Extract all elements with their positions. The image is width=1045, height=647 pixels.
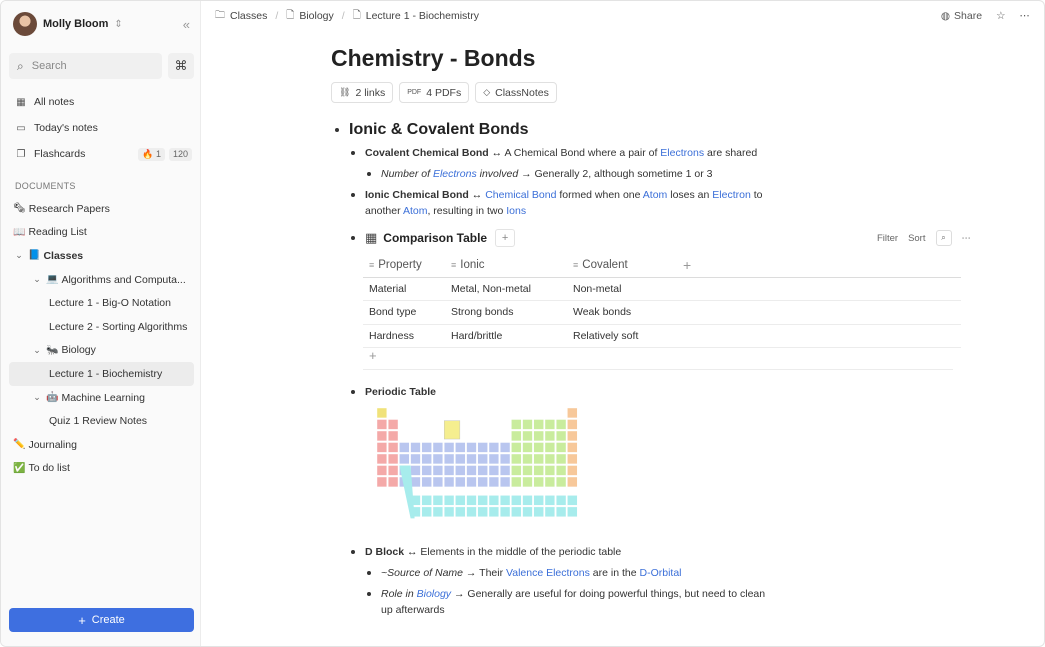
element-cell (511, 431, 521, 441)
bullet (367, 592, 371, 596)
element-cell (489, 477, 499, 487)
element-cell (511, 454, 521, 464)
bullet (351, 550, 355, 554)
element-cell (534, 431, 544, 441)
breadcrumb-current[interactable]: Lecture 1 - Biochemistry (365, 10, 479, 22)
section-heading[interactable]: Ionic & Covalent Bonds (349, 121, 529, 138)
tree-item-label: Lecture 1 - Big-O Notation (49, 297, 171, 310)
table-cell[interactable]: Weak bonds (567, 301, 677, 325)
element-cell (567, 420, 577, 430)
element-cell (433, 454, 443, 464)
newspaper-icon: 🗞 (13, 203, 26, 215)
element-cell (422, 466, 432, 476)
table-cell[interactable]: Metal, Non-metal (445, 277, 567, 301)
book-icon: 📖 (13, 226, 26, 238)
user-name: Molly Bloom (43, 18, 109, 30)
element-cell (467, 466, 477, 476)
element-cell (411, 454, 421, 464)
text-column-icon: ≡ (369, 259, 375, 270)
tree-item-label: Lecture 1 - Biochemistry (49, 367, 163, 380)
search-icon: ⌕ (17, 58, 24, 73)
element-cell (411, 443, 421, 453)
bullet (351, 236, 355, 240)
main-pane (201, 1, 1044, 646)
globe-icon: ◍ (940, 10, 951, 22)
element-cell (377, 477, 387, 487)
blue-book-icon: 📘 (28, 250, 41, 262)
table-cell[interactable]: Hardness (363, 324, 445, 348)
element-cell (567, 443, 577, 453)
element-cell (545, 420, 555, 430)
element-cell (545, 443, 555, 453)
element-cell (523, 466, 533, 476)
table-row[interactable] (363, 324, 961, 348)
element-cell (489, 443, 499, 453)
tree-item-classes[interactable] (1, 244, 200, 268)
element-cell (534, 420, 544, 430)
sidebar-item-todays-notes[interactable] (1, 115, 200, 141)
plus-icon: + (501, 232, 509, 244)
periodic-table-graphic (371, 404, 595, 530)
element-cell (523, 507, 533, 517)
star-icon[interactable]: ☆ (996, 10, 1006, 22)
element-cell (556, 420, 566, 430)
element-cell (556, 431, 566, 441)
profile-switcher[interactable] (1, 1, 200, 47)
tree-item-label: Algorithms and Computa... (61, 273, 186, 286)
doc-chips (331, 82, 971, 103)
link-ions[interactable]: Ions (506, 205, 527, 217)
element-cell (444, 443, 454, 453)
add-row-button[interactable] (363, 348, 953, 370)
element-cell (511, 495, 521, 505)
tree-item-todo[interactable] (1, 457, 200, 481)
bullet (351, 390, 355, 394)
bullet (351, 193, 355, 197)
table-icon: ▦ (365, 230, 378, 245)
count-badge: 120 (169, 148, 192, 161)
tree-item-algorithms[interactable] (1, 268, 200, 292)
element-cell (444, 507, 454, 517)
element-cell (478, 495, 488, 505)
element-cell (455, 454, 465, 464)
tree-item-label: To do list (28, 462, 70, 475)
element-cell (433, 507, 443, 517)
element-cell (433, 477, 443, 487)
table-cell (677, 301, 961, 325)
command-button[interactable] (168, 53, 194, 79)
element-cell (511, 443, 521, 453)
chip-label: 4 PDFs (426, 86, 462, 99)
element-cell (567, 454, 577, 464)
element-cell (545, 431, 555, 441)
add-column-button[interactable] (677, 253, 961, 277)
element-cell (489, 495, 499, 505)
list-item[interactable]: Covalent Chemical Bond ↔ A Chemical Bond where a pair of Electrons are shared (351, 145, 971, 161)
comparison-table-header (351, 229, 971, 247)
element-cell (377, 466, 387, 476)
element-cell (534, 495, 544, 505)
element-cell (455, 477, 465, 487)
element-cell (455, 466, 465, 476)
table-cell[interactable]: Material (363, 277, 445, 301)
element-cell (422, 443, 432, 453)
element-cell (467, 454, 477, 464)
tree-item-label: Quiz 1 Review Notes (49, 415, 148, 428)
tree-item-biology[interactable] (1, 339, 200, 363)
element-cell (523, 431, 533, 441)
element-cell (500, 443, 510, 453)
element-cell (500, 507, 510, 517)
link-electrons[interactable]: Electrons (432, 168, 477, 180)
tree-item-label: Lecture 2 - Sorting Algorithms (49, 320, 188, 333)
tree-item-label: Machine Learning (61, 391, 145, 404)
element-cell (567, 431, 577, 441)
element-cell (511, 477, 521, 487)
element-cell (567, 495, 577, 505)
sidebar-item-label: All notes (34, 96, 75, 108)
sidebar-item-label: Today's notes (34, 122, 98, 134)
periodic-table-label: Periodic Table (365, 386, 436, 398)
link-chemical-bond[interactable]: Chemical Bond (485, 189, 557, 201)
streak-badge: 🔥 1 (138, 148, 165, 161)
element-cell (422, 495, 432, 505)
tree-item-lecture-biochemistry[interactable] (9, 362, 194, 386)
tree-item-lecture-sorting[interactable] (1, 315, 200, 339)
element-cell (545, 454, 555, 464)
calendar-icon: ▭ (16, 122, 26, 134)
table-actions (877, 230, 971, 246)
plus-icon: + (369, 348, 377, 363)
pdfs-chip[interactable] (399, 82, 469, 103)
list-item[interactable] (351, 384, 971, 400)
collapse-sidebar-icon[interactable]: « (182, 16, 190, 32)
element-cell (567, 408, 577, 418)
element-cell (489, 466, 499, 476)
links-chip[interactable] (331, 82, 393, 103)
element-cell (545, 477, 555, 487)
link-d-orbital[interactable]: D-Orbital (639, 567, 682, 579)
pencil-icon: ✏️ (13, 439, 26, 451)
element-cell (523, 420, 533, 430)
list-item[interactable]: ~Source of Name → Their Valence Electrons are in the D-Orbital (367, 565, 971, 581)
element-cell (500, 466, 510, 476)
tree-item-research-papers[interactable] (1, 197, 200, 221)
flashcard-badges (138, 148, 192, 161)
element-cell (467, 495, 477, 505)
table-cell[interactable]: Relatively soft (567, 324, 677, 348)
element-cell (377, 454, 387, 464)
check-icon: ✅ (13, 462, 26, 474)
chip-label: ClassNotes (495, 86, 549, 99)
text-column-icon: ≡ (451, 259, 457, 270)
table-cell[interactable]: Bond type (363, 301, 445, 325)
sort-button[interactable]: Sort (908, 232, 926, 244)
element-cell (534, 477, 544, 487)
element-cell (489, 507, 499, 517)
element-cell (444, 495, 454, 505)
search-input[interactable] (9, 53, 162, 79)
sidebar (1, 1, 201, 646)
element-cell (556, 477, 566, 487)
tree-item-quiz-review[interactable] (1, 409, 200, 433)
breadcrumb-classes[interactable]: Classes (230, 10, 268, 22)
grid-icon: ▦ (16, 96, 26, 108)
element-cell (534, 466, 544, 476)
chip-label: 2 links (355, 86, 386, 99)
element-cell (567, 507, 577, 517)
element-cell (388, 431, 398, 441)
element-cell (388, 443, 398, 453)
element-cell (422, 477, 432, 487)
more-icon[interactable]: ⋯ (961, 232, 971, 244)
chevron-down-icon[interactable]: ⌄ (33, 274, 41, 285)
list-item[interactable]: Number of Electrons involved → Generally 2, although sometime 1 or 3 (367, 166, 971, 182)
table-cell (677, 324, 961, 348)
element-cell (388, 420, 398, 430)
breadcrumb-separator: / (275, 10, 279, 22)
table-cell[interactable]: Hard/brittle (445, 324, 567, 348)
document-content (331, 45, 971, 618)
element-cell (467, 443, 477, 453)
legend-cell (444, 421, 460, 439)
column-header-ionic[interactable]: ≡ Ionic (445, 253, 567, 277)
element-cell (511, 466, 521, 476)
link-atom[interactable]: Atom (402, 205, 428, 217)
tag-icon: ◇ (483, 87, 491, 97)
element-cell (455, 507, 465, 517)
table-search-button[interactable] (936, 230, 952, 246)
element-cell (545, 507, 555, 517)
create-button[interactable] (9, 608, 194, 632)
pdf-icon: PDF (407, 89, 422, 96)
element-cell (399, 443, 409, 453)
tree-item-label: Journaling (28, 438, 77, 451)
element-cell (444, 477, 454, 487)
tree-item-label: Reading List (28, 226, 87, 239)
bullet (367, 172, 371, 176)
element-cell (388, 454, 398, 464)
search-placeholder: Search (31, 60, 67, 72)
element-cell (388, 477, 398, 487)
element-cell (467, 507, 477, 517)
element-cell (556, 454, 566, 464)
link-biology[interactable]: Biology (416, 588, 452, 600)
link-valence-electrons[interactable]: Valence Electrons (506, 567, 590, 579)
element-cell (556, 495, 566, 505)
element-cell (556, 466, 566, 476)
comparison-table-title[interactable]: Comparison Table (383, 231, 488, 245)
element-cell (556, 443, 566, 453)
breadcrumb-separator: / (341, 10, 345, 22)
link-icon: ⛓ (339, 87, 351, 97)
create-label: Create (91, 614, 125, 626)
list-item[interactable]: Ionic Chemical Bond ↔ Chemical Bond formed when one Atom loses an Electron to another Atom, resulting in two Ions (351, 187, 781, 219)
element-cell (545, 495, 555, 505)
plus-icon: + (683, 256, 692, 273)
periodic-table-image[interactable] (371, 404, 595, 530)
element-cell (478, 477, 488, 487)
list-item[interactable]: Role in Biology → Generally are useful for doing powerful things, but need to clean up afterwards (367, 586, 767, 618)
tree-item-lecture-big-o[interactable] (1, 291, 200, 315)
element-cell (433, 495, 443, 505)
document-tree (1, 197, 200, 480)
element-cell (478, 466, 488, 476)
element-cell (478, 443, 488, 453)
filter-button[interactable]: Filter (876, 232, 899, 244)
element-cell (478, 507, 488, 517)
element-cell (422, 507, 432, 517)
element-cell (388, 466, 398, 476)
table-row[interactable] (363, 277, 961, 301)
element-cell (500, 454, 510, 464)
bullet (351, 151, 355, 155)
list-item[interactable]: D Block ↔ Elements in the middle of the periodic table (351, 544, 971, 560)
tree-item-label: Biology (61, 344, 96, 357)
element-cell (377, 443, 387, 453)
breadcrumb (215, 8, 479, 25)
link-atom[interactable]: Atom (642, 189, 668, 201)
comparison-table (363, 253, 961, 348)
element-cell (422, 454, 432, 464)
share-label: Share (954, 10, 983, 22)
robot-icon: 🤖 (46, 392, 59, 404)
sidebar-item-flashcards[interactable] (1, 141, 200, 167)
plus-icon: + (78, 612, 86, 628)
element-cell (534, 443, 544, 453)
bond-list (351, 145, 971, 618)
bullet (367, 571, 371, 575)
top-actions (941, 10, 1030, 22)
element-cell (411, 466, 421, 476)
add-view-button[interactable] (495, 229, 515, 247)
element-cell (534, 454, 544, 464)
element-cell (523, 443, 533, 453)
link-electron[interactable]: Electron (712, 189, 751, 201)
tag-chip[interactable] (475, 82, 557, 103)
more-icon[interactable]: ⋯ (1019, 10, 1030, 22)
element-cell (433, 443, 443, 453)
laptop-icon: 💻 (46, 274, 59, 286)
element-cell (455, 443, 465, 453)
element-cell (377, 420, 387, 430)
element-cell (567, 477, 577, 487)
cards-icon: ❐ (16, 148, 26, 160)
element-cell (444, 466, 454, 476)
element-cell (478, 454, 488, 464)
table-cell (677, 277, 961, 301)
element-cell (523, 477, 533, 487)
element-cell (377, 431, 387, 441)
element-cell (433, 466, 443, 476)
column-header-property[interactable]: ≡ Property (363, 253, 445, 277)
element-cell (523, 495, 533, 505)
table-header-row (363, 253, 961, 277)
share-button[interactable] (941, 10, 982, 22)
element-cell (567, 466, 577, 476)
element-cell (444, 454, 454, 464)
element-cell (455, 495, 465, 505)
tree-item-machine-learning[interactable] (1, 386, 200, 410)
element-cell (467, 477, 477, 487)
page-title[interactable]: Chemistry - Bonds (331, 45, 536, 71)
sidebar-item-all-notes[interactable] (1, 89, 200, 115)
element-cell (556, 507, 566, 517)
chevron-down-icon[interactable]: ⌄ (33, 392, 41, 403)
document-icon: 🗋 (352, 9, 361, 21)
column-header-covalent[interactable]: ≡ Covalent (567, 253, 677, 277)
element-cell (500, 477, 510, 487)
element-cell (511, 507, 521, 517)
sidebar-item-label: Flashcards (34, 148, 86, 160)
topbar (201, 1, 1044, 31)
tree-item-label: Research Papers (28, 202, 110, 215)
breadcrumb-biology[interactable]: Biology (299, 10, 334, 22)
element-cell (523, 454, 533, 464)
table-cell[interactable]: Strong bonds (445, 301, 567, 325)
element-cell (545, 466, 555, 476)
bullet (335, 128, 339, 132)
document-icon: 🗋 (286, 9, 295, 21)
element-cell (399, 454, 409, 464)
folder-icon: 🗀 (215, 9, 225, 21)
command-icon: ⌘ (174, 58, 188, 73)
table-row[interactable] (363, 301, 961, 325)
ant-icon: 🐜 (46, 344, 59, 356)
element-cell (534, 507, 544, 517)
tree-item-reading-list[interactable] (1, 221, 200, 245)
link-electrons[interactable]: Electrons (660, 147, 705, 159)
element-cell (500, 495, 510, 505)
documents-section-label: DOCUMENTS (15, 181, 76, 191)
text-column-icon: ≡ (573, 259, 579, 270)
tree-item-journaling[interactable] (1, 433, 200, 457)
section-heading-row (335, 121, 971, 139)
element-cell (489, 454, 499, 464)
chevron-down-icon[interactable]: ⌄ (33, 344, 41, 355)
search-icon: ⌕ (941, 233, 946, 242)
element-cell (511, 420, 521, 430)
chevron-up-down-icon: ⇕ (114, 18, 123, 30)
table-cell[interactable]: Non-metal (567, 277, 677, 301)
chevron-down-icon[interactable]: ⌄ (15, 250, 23, 261)
element-cell (377, 408, 387, 418)
avatar (13, 12, 37, 36)
sidebar-nav (1, 89, 200, 167)
tree-item-label: Classes (43, 249, 84, 262)
